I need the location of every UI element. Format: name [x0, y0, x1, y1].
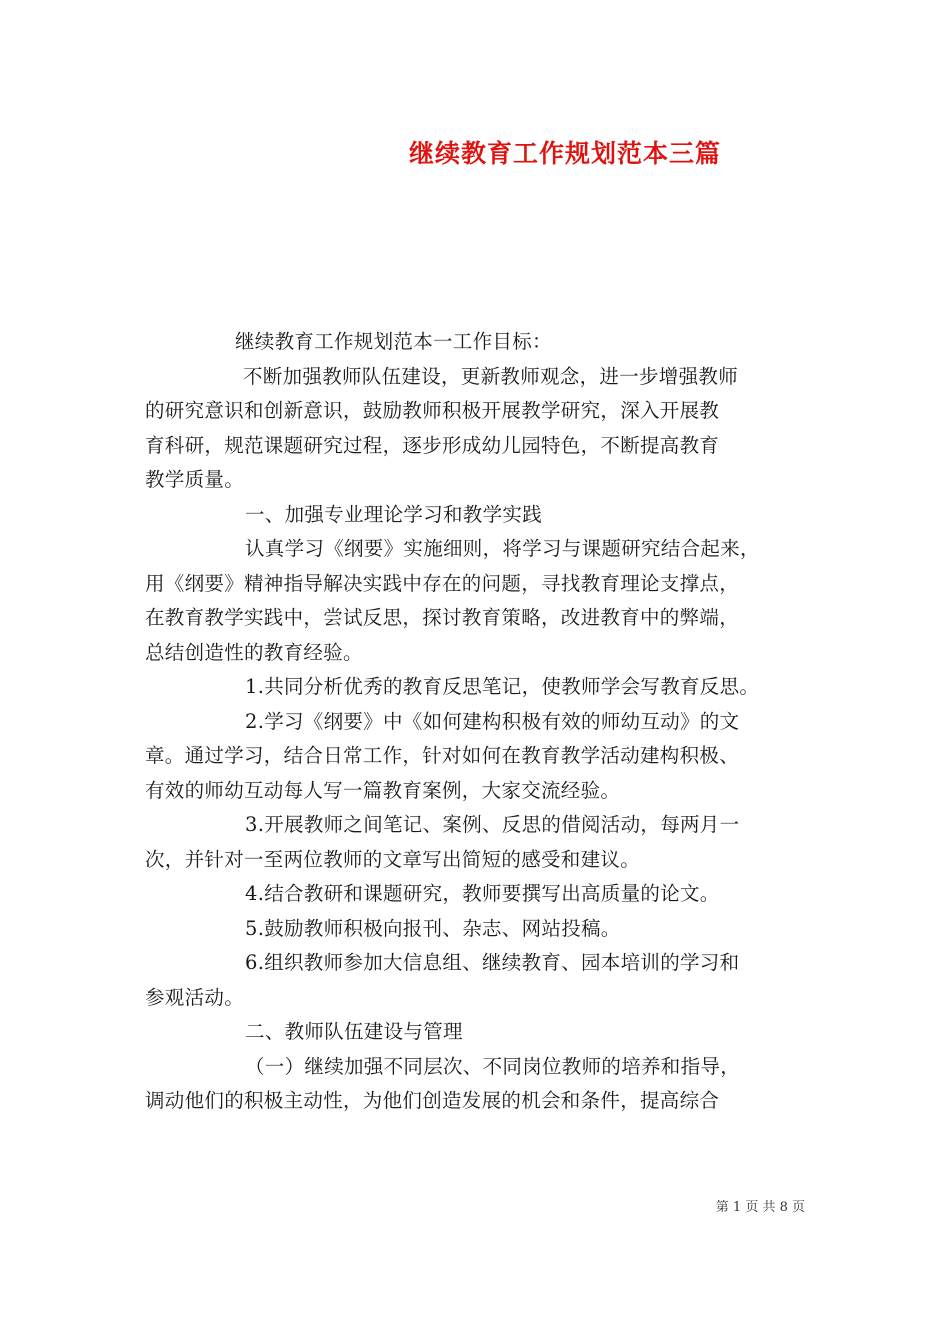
- text-line: 总结创造性的教育经验。: [145, 640, 363, 664]
- text-line: 调动他们的积极主动性，为他们创造发展的机会和条件，提高综合: [145, 1089, 720, 1112]
- text-line: 教学质量。: [145, 468, 245, 491]
- text-line: 2.学习《纲要》中《如何建构积极有效的师幼互动》的文: [245, 709, 740, 733]
- text-line: 参观活动。: [145, 985, 245, 1009]
- text-line: 有效的师幼互动每人写一篇教育案例，大家交流经验。: [145, 778, 621, 802]
- text-line: （一）继续加强不同层次、不同岗位教师的培养和指导，: [245, 1054, 741, 1078]
- text-line: 6.组织教师参加大信息组、继续教育、园本培训的学习和: [245, 951, 740, 974]
- text-line: 二、教师队伍建设与管理: [245, 1020, 463, 1043]
- document-title: 继续教育工作规划范本三篇: [408, 139, 721, 168]
- text-line: 在教育教学实践中，尝试反思，探讨教育策略，改进教育中的弊端，: [145, 606, 740, 629]
- text-line: 章。通过学习，结合日常工作，针对如何在教育教学活动建构积极、: [145, 744, 740, 767]
- text-line: 1.共同分析优秀的教育反思笔记，使教师学会写教育反思。: [245, 675, 760, 698]
- text-line: 次，并针对一至两位教师的文章写出简短的感受和建议。: [145, 847, 641, 871]
- text-line: 育科研，规范课题研究过程，逐步形成幼儿园特色，不断提高教育: [145, 433, 720, 457]
- text-line: 3.开展教师之间笔记、案例、反思的借阅活动，每两月一: [245, 813, 740, 836]
- text-line: 认真学习《纲要》实施细则，将学习与课题研究结合起来，: [245, 537, 760, 560]
- text-line: 的研究意识和创新意识，鼓励教师积极开展教学研究，深入开展教: [145, 399, 720, 422]
- text-line: 用《纲要》精神指导解决实践中存在的问题，寻找教育理论支撑点，: [145, 571, 740, 595]
- text-line: 4.结合教研和课题研究，教师要撰写出高质量的论文。: [245, 882, 720, 905]
- text-line: 5.鼓励教师积极向报刊、杂志、网站投稿。: [245, 916, 621, 940]
- text-line: 继续教育工作规划范本一工作目标：: [235, 330, 552, 353]
- document-body: [145, 325, 815, 1119]
- text-line: 一、加强专业理论学习和教学实践: [245, 502, 543, 526]
- page-number-footer: 第 1 页 共 8 页: [715, 1200, 805, 1215]
- text-line: 不断加强教师队伍建设，更新教师观念，进一步增强教师: [243, 364, 739, 388]
